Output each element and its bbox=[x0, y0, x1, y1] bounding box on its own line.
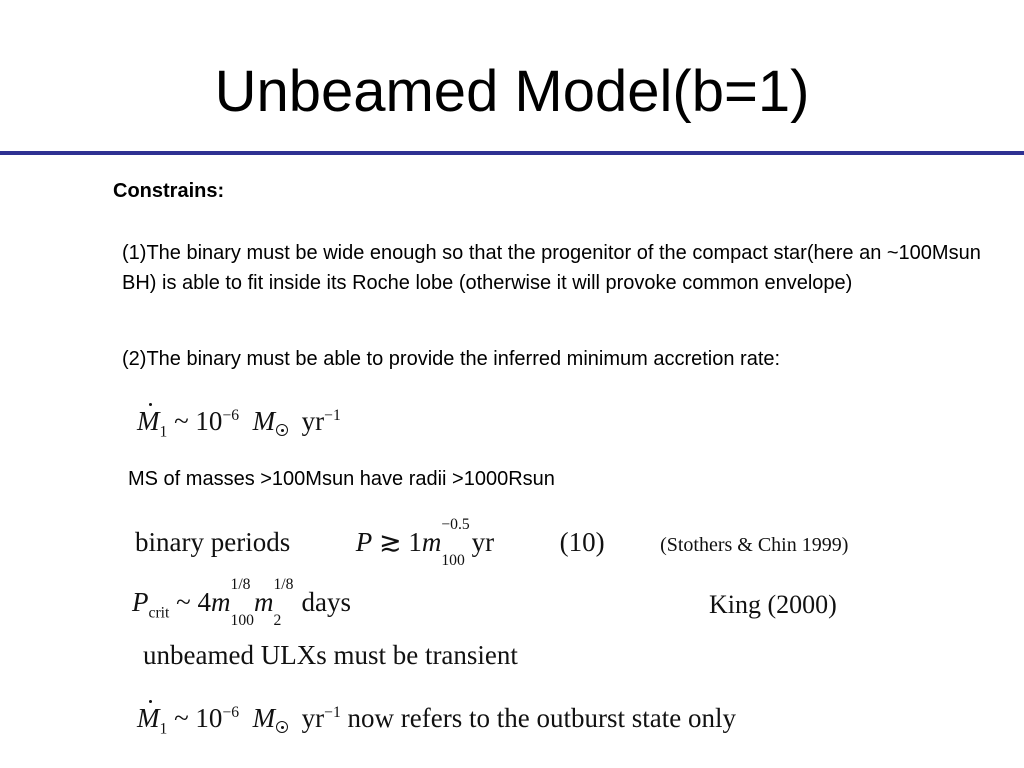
approx-ten-2: ~ 10 bbox=[174, 703, 223, 733]
ten-exponent-2: −6 bbox=[222, 704, 240, 721]
m100-subscript: 100 bbox=[230, 612, 254, 630]
m2-symbol: m bbox=[253, 587, 274, 617]
pcrit-symbol: P bbox=[132, 587, 149, 617]
king-reference: King (2000) bbox=[709, 590, 837, 619]
constraint-1-text: (1)The binary must be wide enough so that the progenitor of the compact star(here an ~100Msun BH) is able to fit inside its Roche lobe (otherwise it will provoke common envelope) bbox=[122, 242, 981, 294]
mass-subscript: 100 bbox=[441, 552, 465, 570]
year-exponent: −1 bbox=[324, 407, 341, 424]
m100-symbol: m bbox=[210, 587, 231, 617]
mdot-subscript: 1 bbox=[159, 423, 168, 441]
mdot-subscript-2: 1 bbox=[159, 720, 168, 738]
year-unit-2: yr bbox=[301, 703, 325, 733]
mdot-symbol: M bbox=[137, 406, 160, 436]
approx-four: ~ 4 bbox=[176, 587, 211, 617]
transient-statement: unbeamed ULXs must be transient bbox=[143, 640, 518, 670]
sun-symbol-icon-2 bbox=[276, 721, 288, 733]
days-unit: days bbox=[301, 587, 352, 617]
period-unit: yr bbox=[471, 527, 495, 557]
mdot-symbol-2: M bbox=[137, 703, 160, 733]
binary-period-equation: binary periods P ≳ 1m −0.5 $_{100}$ yr (10) (Stothers & Chin 1999) bbox=[135, 516, 849, 570]
m2-subscript: 2 bbox=[273, 612, 282, 630]
year-exponent-2: −1 bbox=[324, 704, 341, 721]
ten-exponent: −6 bbox=[222, 407, 240, 424]
solar-mass-symbol-2: M bbox=[252, 703, 276, 733]
ms-radius-note: MS of masses >100Msun have radii >1000Rsun bbox=[128, 468, 555, 490]
sun-symbol-icon bbox=[276, 424, 288, 436]
solar-mass-symbol: M bbox=[252, 406, 276, 436]
outburst-equation bbox=[137, 703, 736, 738]
slide-title: Unbeamed Model(b=1) bbox=[214, 59, 810, 124]
constraint-2-text: (2)The binary must be able to provide the inferred minimum accretion rate: bbox=[122, 348, 781, 370]
approx-ten: ~ 10 bbox=[174, 406, 223, 436]
equation-number: (10) bbox=[559, 527, 605, 557]
accretion-rate-equation bbox=[137, 406, 341, 441]
mass-symbol: m bbox=[421, 527, 442, 557]
outburst-note: now refers to the outburst state only bbox=[347, 703, 736, 733]
period-symbol: P bbox=[355, 527, 373, 557]
ge-one: ≳ 1 bbox=[378, 527, 422, 557]
year-unit: yr bbox=[301, 406, 325, 436]
binary-periods-label: binary periods bbox=[135, 527, 291, 557]
constraints-heading: Constrains: bbox=[113, 180, 225, 202]
stothers-reference: (Stothers & Chin 1999) bbox=[660, 534, 849, 556]
critical-period-equation: $P_{crit}$ ~ 4m 1/8 $_{100}$m 1/8 $_2$ days bbox=[132, 576, 352, 630]
title-divider bbox=[0, 151, 1024, 155]
pcrit-subscript: crit bbox=[148, 604, 170, 622]
